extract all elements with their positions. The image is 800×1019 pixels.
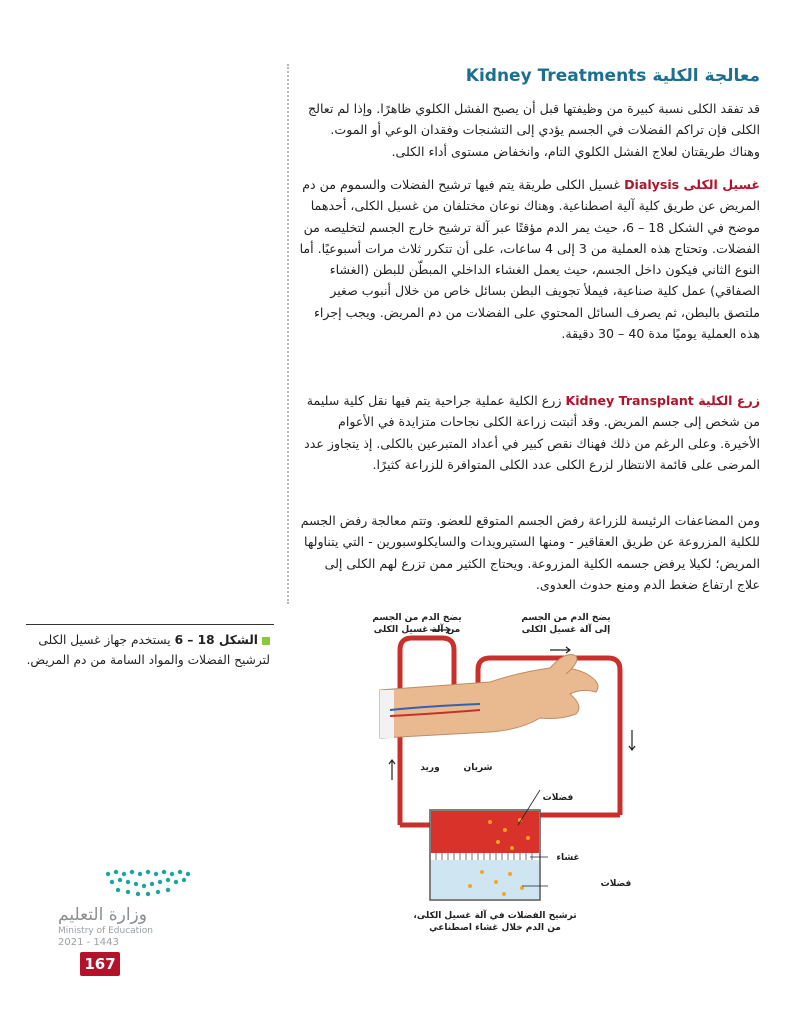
bullet-square-icon — [262, 637, 270, 645]
transplant-term: زرع الكلية Kidney Transplant — [565, 393, 760, 408]
dialysis-paragraph — [298, 174, 760, 344]
figure-bottom-caption: ترشيح الفضلات في آلة غسيل الكلى، من الدم خلال غشاء اصطناعي — [413, 911, 577, 933]
transplant-paragraph — [298, 390, 760, 475]
figure-label: الشكل 18 – 6 — [174, 633, 258, 647]
column-divider — [287, 64, 289, 604]
label-waste-top: فضلات — [542, 793, 574, 803]
transplant-body: زرع الكلية عملية جراحية يتم فيها نقل كلية سليمة من شخص إلى جسم المريض. وقد أثبتت زراعة الكلى نجاحات متزايدة في الأعوام الأخيرة. وعلى الرغم من ذلك فهناك نقص كبير في أعداد المتبرعين بالكلى. إذ يتجاوز عدد المرضى على قائمة الانتظار لزرع الكلى عدد الكلى المتوافرة للزراعة كثيرًا. — [304, 393, 760, 472]
arrow-down-icon — [629, 730, 635, 750]
dialysis-diagram — [370, 610, 660, 940]
intro-paragraph: قد تفقد الكلى نسبة كبيرة من وظيفتها قبل أن يصبح الفشل الكلوي ظاهرًا. وإذا لم تعالج الكلى فإن تراكم الفضلات في الجسم يؤدي إلى التشنجات وفقدان الوعي أو الموت. وهناك طريقتان لعلاج الفشل الكلوي التام، وانخفاض مستوى أداء الكلى. — [308, 101, 760, 159]
label-pump-to: يضخ الدم من الجسم إلى آلة غسيل الكلى — [521, 613, 611, 635]
edition-year: 2021 - 1443 — [58, 937, 119, 948]
sleeve — [380, 690, 394, 738]
page-number: 167 — [80, 952, 120, 976]
caption-rule — [26, 624, 274, 625]
dialysis-body: غسيل الكلى طريقة يتم فيها ترشيح الفضلات والسموم من دم المريض عن طريق كلية آلية اصطناعية. وهناك نوعان مختلفان من غسيل الكلى، أحدهما موضح في الشكل 18 – 6، حيث يمر الدم مؤقتًا عبر آلة ترشيح خارج الجسم لتخليصه من الفضلات. وتحتاج هذه العملية من 3 إلى 4 ساعات، على أن تتكرر ثلاث مرات أسبوعيًا. أما النوع الثاني فيكون داخل الجسم، حيث يعمل الغشاء الداخلي المبطّن للبطن (الغشاء الصفاقي) عمل كلية صناعية، فيملأ تجويف البطن بسائل خاص من خلال أنبوب صغير ملتصق بالبطن، ثم يصرف السائل المحتوي على الفضلات من دم المريض. ويجب إجراء هذه العملية يوميًا مدة 40 – 30 دقيقة. — [299, 177, 760, 342]
ministry-name-ar: وزارة التعليم — [58, 905, 147, 925]
dialysis-figure — [370, 610, 660, 940]
ministry-name-en: Ministry of Education — [58, 926, 153, 936]
label-vein: وريد — [420, 763, 440, 773]
ministry-logo-icon — [58, 866, 208, 906]
dialysis-term: غسيل الكلى Dialysis — [624, 177, 760, 192]
dialysate-chamber — [431, 860, 539, 899]
arm-hand — [380, 668, 598, 738]
label-pump-from: يضخ الدم من الجسم من آلة غسيل الكلى — [372, 613, 462, 635]
label-waste-bottom: فضلات — [600, 879, 632, 889]
caption-text: يستخدم جهاز غسيل الكلى لترشيح الفضلات والمواد السامة من دم المريض. — [26, 633, 270, 667]
label-membrane: غشاء — [556, 853, 580, 863]
complications-paragraph: ومن المضاعفات الرئيسة للزراعة رفض الجسم المتوقع للعضو. وتتم معالجة رفض الجسم للكلية المزروعة عن طريق العقاقير - ومنها الستيرويدات والسايكلوسبورين - التي يتناولها المريض؛ لكيلا يرفض جسمه الكلية المزروعة. ويحتاج الكثير ممن تزرع لهم الكلى إلى علاج ارتفاع ضغط الدم ومنع حدوث العدوى. — [300, 513, 760, 592]
section-title: معالجة الكلية Kidney Treatments — [465, 66, 760, 86]
figure-caption — [26, 630, 270, 670]
arrow-up-icon — [389, 760, 395, 780]
label-artery: شريان — [463, 763, 493, 773]
arrow-right-icon — [550, 647, 570, 653]
